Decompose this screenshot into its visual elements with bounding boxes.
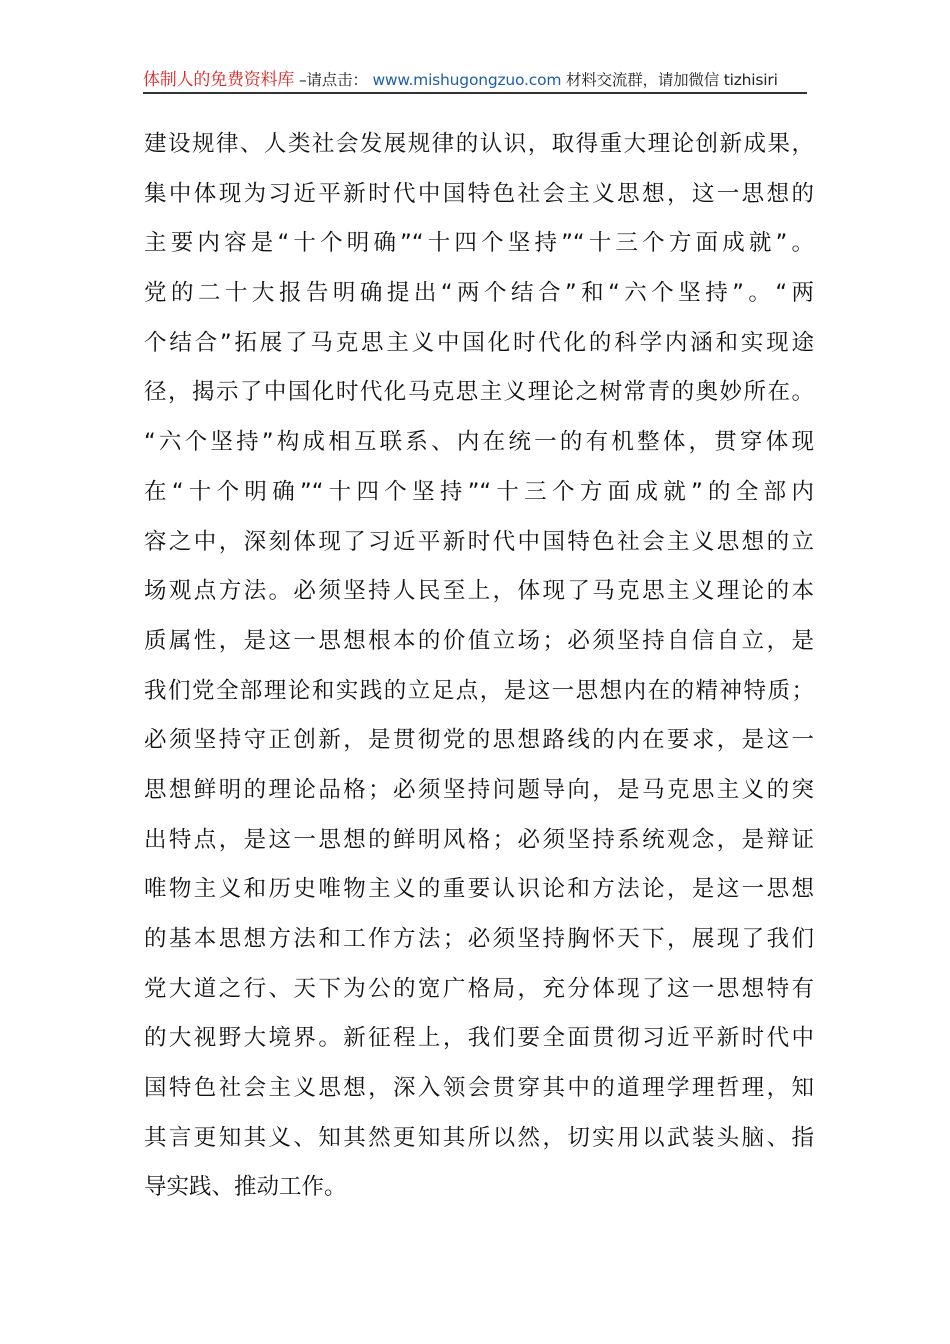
text-line: 思想鲜明的理论品格；必须坚持问题导向，是马克思主义的突 [144,776,814,803]
text-line: 在“十个明确”“十四个坚持”“十三个方面成就”的全部内 [144,478,814,505]
header-brand: 体制人的免费资料库 [143,70,295,90]
text-line: 集中体现为习近平新时代中国特色社会主义思想，这一思想的 [144,180,814,207]
text-line: 必须坚持守正创新，是贯彻党的思想路线的内在要求，是这一 [144,727,814,754]
text-line: 我们党全部理论和实践的立足点，是这一思想内在的精神特质； [144,677,814,704]
text-line: “六个坚持”构成相互联系、内在统一的有机整体，贯穿体现 [144,429,814,456]
text-line: 容之中，深刻体现了习近平新时代中国特色社会主义思想的立 [144,528,814,555]
text-line: 唯物主义和历史唯物主义的重要认识论和方法论，是这一思想 [144,876,814,903]
text-line: 径，揭示了中国化时代化马克思主义理论之树常青的奥妙所在。 [144,379,814,406]
text-line: 质属性，是这一思想根本的价值立场；必须坚持自信自立，是 [144,627,814,654]
text-line: 个结合”拓展了马克思主义中国化时代化的科学内涵和实现途 [144,329,814,356]
text-line: 其言更知其义、知其然更知其所以然，切实用以武装头脑、指 [144,1124,814,1151]
page-header [143,68,807,94]
text-line: 场观点方法。必须坚持人民至上，体现了马克思主义理论的本 [144,578,814,605]
header-link[interactable]: www.mishugongzuo.com [372,71,562,89]
document-body [144,120,814,1213]
text-line: 导实践、推动工作。 [144,1174,347,1201]
text-line: 建设规律、人类社会发展规律的认识，取得重大理论创新成果， [144,131,814,157]
text-line: 党的二十大报告明确提出“两个结合”和“六个坚持”。“两 [144,280,814,307]
text-line: 出特点，是这一思想的鲜明风格；必须坚持系统观念，是辩证 [144,826,814,853]
text-line: 党大道之行、天下为公的宽广格局，充分体现了这一思想特有 [144,975,814,1002]
text-line: 主要内容是“十个明确”“十四个坚持”“十三个方面成就”。 [144,230,814,257]
text-line: 国特色社会主义思想，深入领会贯穿其中的道理学理哲理，知 [144,1075,814,1102]
text-line: 的基本思想方法和工作方法；必须坚持胸怀天下，展现了我们 [144,926,814,952]
text-line: 的大视野大境界。新征程上，我们要全面贯彻习近平新时代中 [144,1025,814,1052]
header-wechat-note: 材料交流群，请加微信 tizhisiri [566,71,778,89]
header-separator: –请点击： [298,71,368,89]
